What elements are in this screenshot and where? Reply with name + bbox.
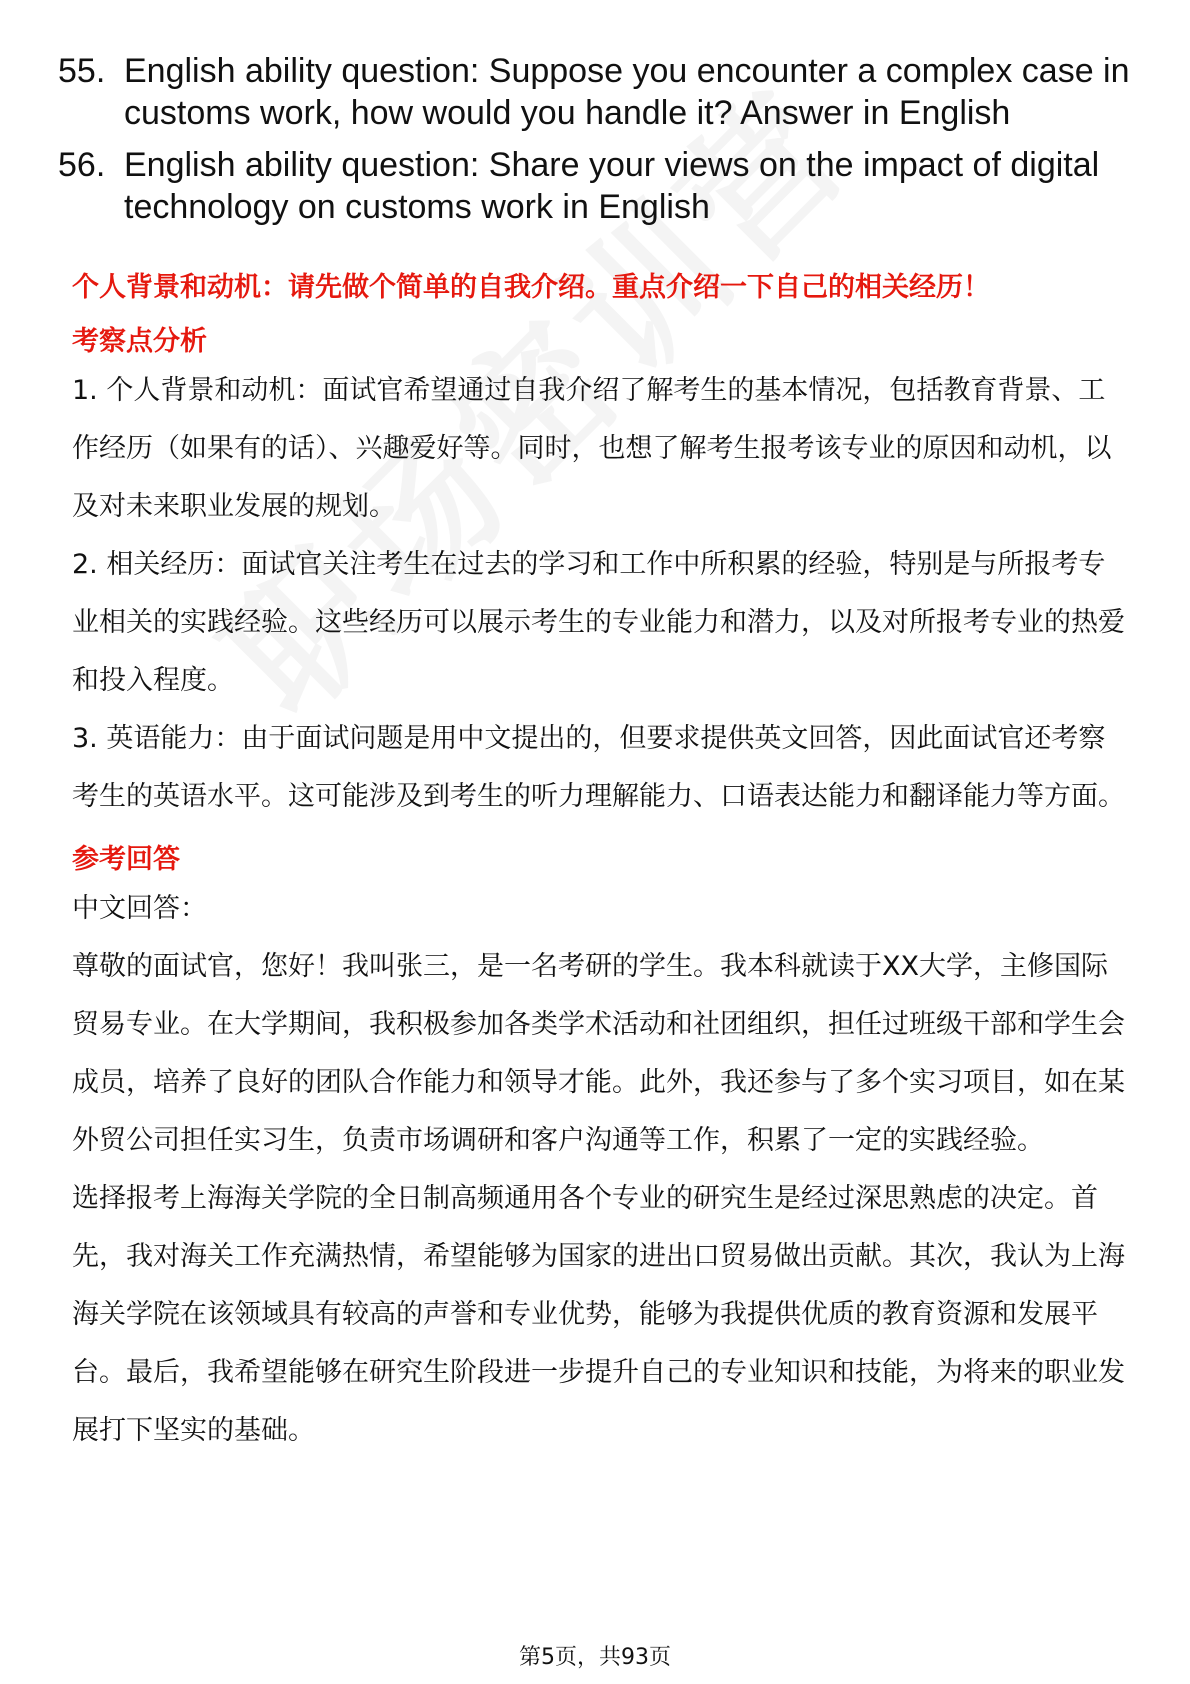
answer-label: 中文回答：: [72, 893, 207, 924]
question-item: [58, 50, 1138, 134]
question-text: English ability question: Suppose you encounter a complex case in customs work, how would you handle it? Answer in English: [124, 52, 1130, 132]
question-number: 56.: [58, 146, 106, 184]
analysis-item: 2. 相关经历：面试官关注考生在过去的学习和工作中所积累的经验，特别是与所报考专业相关的实践经验。这些经历可以展示考生的专业能力和潜力，以及对所报考专业的热爱和投入程度。: [72, 549, 1125, 696]
analysis-heading: 考察点分析: [72, 326, 207, 357]
question-text: English ability question: Share your views on the impact of digital technology on customs work in English: [124, 146, 1100, 226]
analysis-item: 3. 英语能力：由于面试问题是用中文提出的，但要求提供英文回答，因此面试官还考察考生的英语水平。这可能涉及到考生的听力理解能力、口语表达能力和翻译能力等方面。: [72, 723, 1125, 812]
answer-paragraph: 选择报考上海海关学院的全日制高频通用各个专业的研究生是经过深思熟虑的决定。首先，我对海关工作充满热情，希望能够为国家的进出口贸易做出贡献。其次，我认为上海海关学院在该领域具有较高的声誉和专业优势，能够为我提供优质的教育资源和发展平台。最后，我希望能够在研究生阶段进一步提升自己的专业知识和技能，为将来的职业发展打下坚实的基础。: [72, 1183, 1125, 1446]
question-item: [58, 144, 1138, 228]
main-question-title: 个人背景和动机：请先做个简单的自我介绍。重点介绍一下自己的相关经历！: [72, 272, 990, 303]
page-footer: 第5页，共93页: [519, 1645, 671, 1670]
analysis-item: 1. 个人背景和动机：面试官希望通过自我介绍了解考生的基本情况，包括教育背景、工作经历（如果有的话）、兴趣爱好等。同时，也想了解考生报考该专业的原因和动机，以及对未来职业发展的规划。: [72, 375, 1112, 522]
answer-paragraph: 尊敬的面试官，您好！我叫张三，是一名考研的学生。我本科就读于XX大学，主修国际贸易专业。在大学期间，我积极参加各类学术活动和社团组织，担任过班级干部和学生会成员，培养了良好的团队合作能力和领导才能。此外，我还参与了多个实习项目，如在某外贸公司担任实习生，负责市场调研和客户沟通等工作，积累了一定的实践经验。: [72, 951, 1125, 1156]
question-number: 55.: [58, 52, 106, 90]
answer-heading: 参考回答: [72, 844, 180, 875]
question-list: [58, 50, 1138, 238]
main-content: [72, 268, 1132, 1460]
